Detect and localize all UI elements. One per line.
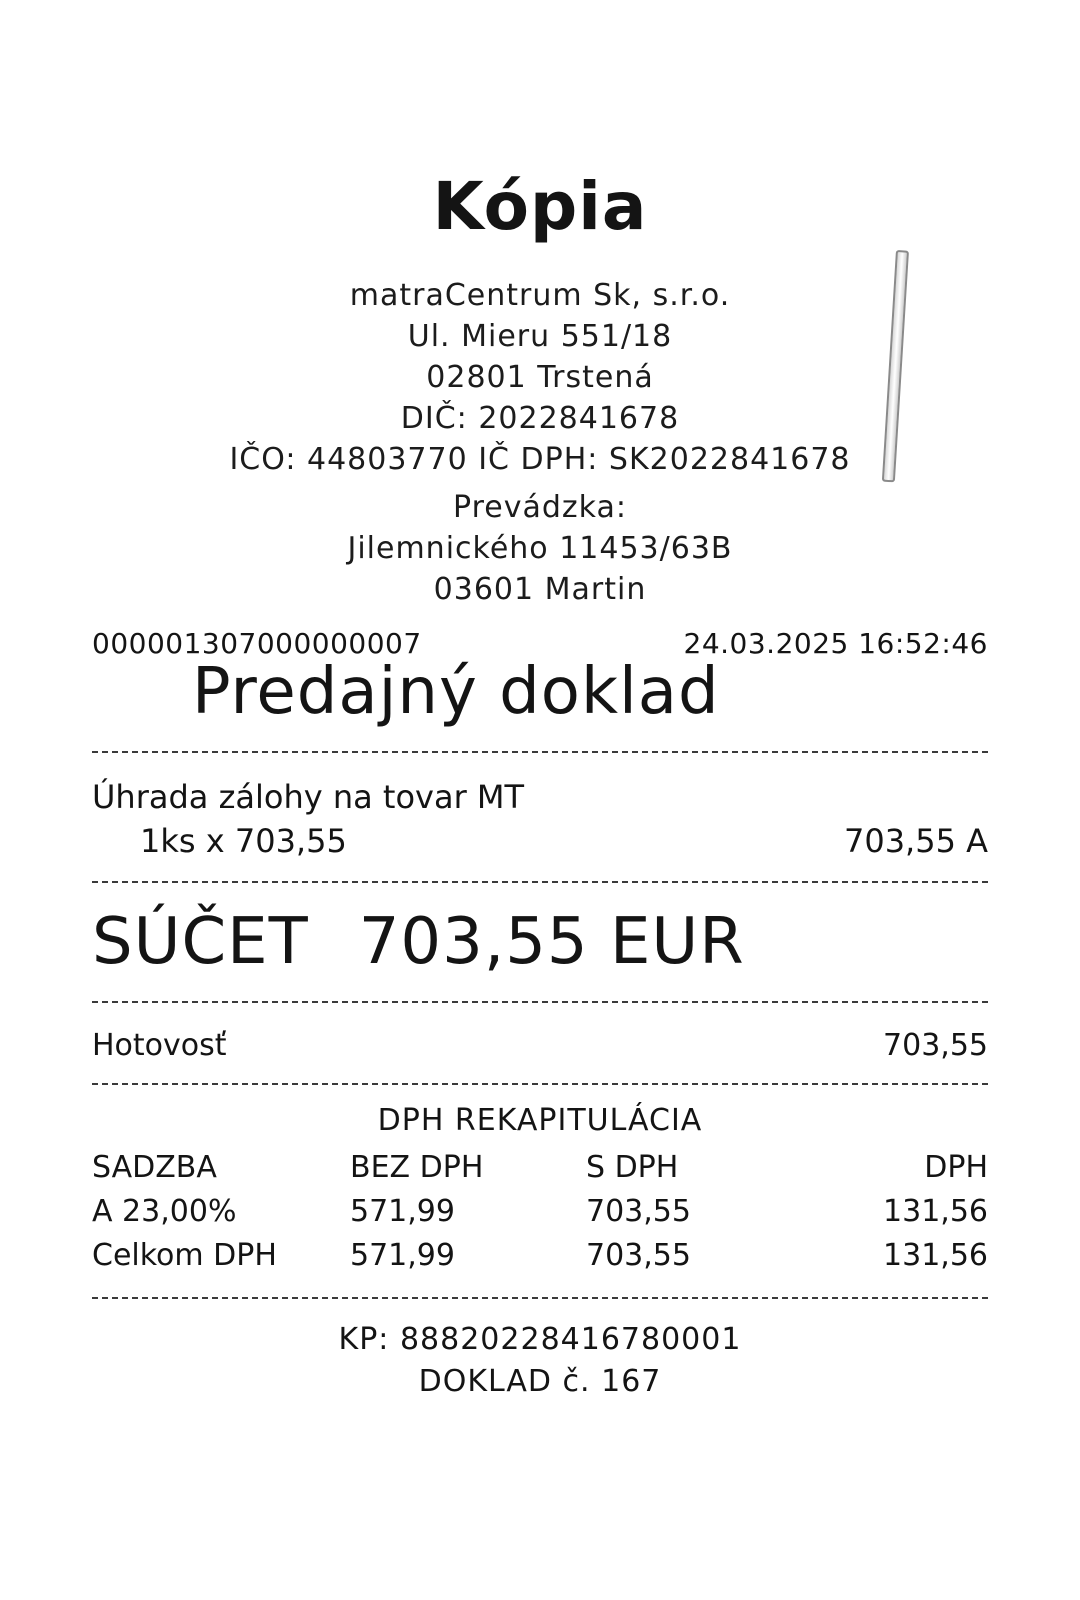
company-city: 02801 Trstená [426,360,654,395]
payment-method: Hotovosť [92,1028,227,1063]
item-name: Úhrada zálohy na tovar MT [92,778,525,816]
vat-amount: 131,56 [883,1237,988,1273]
vat-header-rate: SADZBA [92,1149,217,1185]
receipt-id: 000001307000000007 [92,627,422,660]
vat-gross: 703,55 [586,1193,691,1229]
receipt-datetime: 24.03.2025 16:52:46 [683,627,988,660]
vat-header-net: BEZ DPH [350,1149,484,1185]
divider [92,881,988,883]
document-number: DOKLAD č. 167 [418,1364,662,1399]
divider [92,1083,988,1085]
company-dic: DIČ: 2022841678 [400,401,680,436]
branch-street: Jilemnického 11453/63B [347,531,733,566]
company-name: matraCentrum Sk, s.r.o. [349,278,731,313]
table-row [92,1189,988,1233]
vat-net: 571,99 [350,1237,455,1273]
doc-title: Predajný doklad [192,655,720,729]
vat-title: DPH REKAPITULÁCIA [377,1103,703,1138]
vat-net: 571,99 [350,1193,455,1229]
payment-line [92,1028,988,1063]
branch-city: 03601 Martin [433,572,647,607]
branch-label: Prevádzka: [453,490,627,525]
vat-table [92,1145,988,1277]
divider [92,1001,988,1003]
divider [92,1297,988,1299]
vat-header-vat: DPH [924,1149,988,1185]
vat-rate: A 23,00% [92,1193,237,1229]
total-label: SÚČET [92,905,309,979]
vat-header-row [92,1145,988,1189]
item-amount: 703,55 A [843,822,988,860]
total-line [92,905,745,979]
copy-label: Kópia [432,168,648,245]
company-street: Ul. Mieru 551/18 [407,319,673,354]
total-amount: 703,55 EUR [358,905,745,979]
payment-amount: 703,55 [883,1028,988,1063]
item-line [92,822,988,860]
vat-amount: 131,56 [883,1193,988,1229]
cash-register-code: KP: 88820228416780001 [338,1322,742,1357]
divider [92,751,988,753]
vat-gross: 703,55 [586,1237,691,1273]
table-row [92,1233,988,1277]
company-ico: IČO: 44803770 IČ DPH: SK2022841678 [229,442,851,477]
vat-header-gross: S DPH [586,1149,679,1185]
vat-rate: Celkom DPH [92,1237,277,1273]
item-qty-price: 1ks x 703,55 [140,822,347,860]
